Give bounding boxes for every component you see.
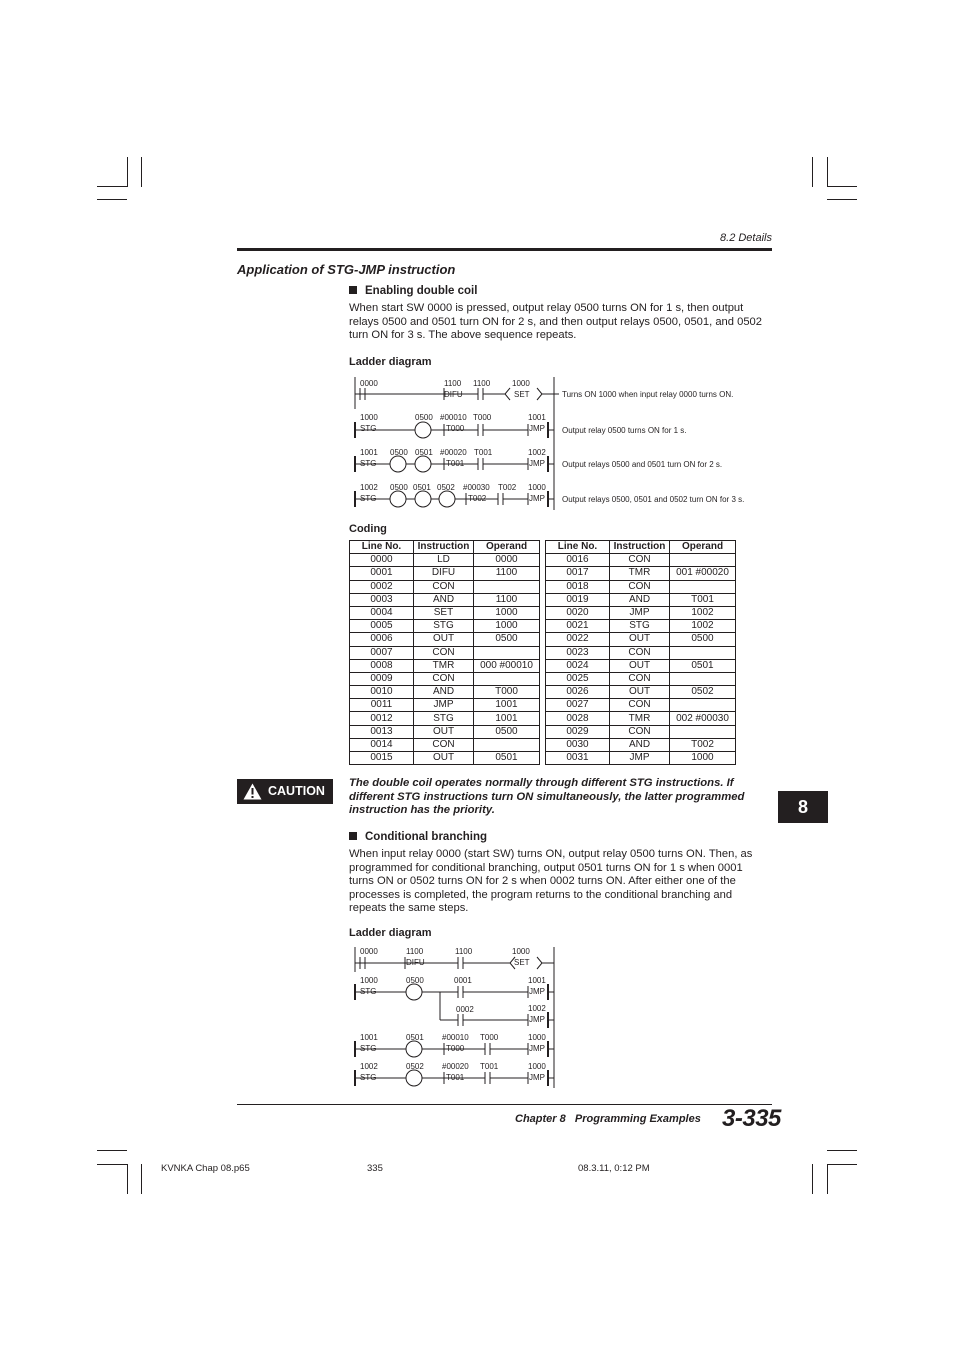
ladder-diagram-2 bbox=[340, 942, 570, 1092]
table-row bbox=[350, 659, 736, 672]
col-operand: Operand bbox=[474, 541, 540, 554]
ld1-r1-c2b: DIFU bbox=[444, 390, 463, 399]
table-cell: TMR bbox=[610, 712, 670, 725]
table-cell: CON bbox=[610, 725, 670, 738]
ld2-r2-j2b: JMP bbox=[529, 1015, 545, 1024]
col-instruction-2: Instruction bbox=[610, 541, 670, 554]
ld2-r3-stgb: STG bbox=[360, 1044, 377, 1053]
table-cell: 1002 bbox=[670, 606, 736, 619]
ld1-r4-t: #00030 bbox=[463, 483, 490, 492]
ld1-r2-comment: Output relay 0500 turns ON for 1 s. bbox=[562, 426, 687, 435]
table-cell bbox=[474, 738, 540, 751]
table-cell: 1001 bbox=[474, 699, 540, 712]
table-cell: 0013 bbox=[350, 725, 414, 738]
ld1-r3-c: T001 bbox=[474, 448, 493, 457]
table-cell: 0031 bbox=[546, 752, 610, 765]
table-cell: 001 #00020 bbox=[670, 567, 736, 580]
table-cell: 0501 bbox=[670, 659, 736, 672]
table-row bbox=[350, 738, 736, 751]
heading-conditional-branching: Conditional branching bbox=[349, 831, 487, 843]
ld1-r1-c4b: SET bbox=[514, 390, 530, 399]
table-cell: CON bbox=[610, 699, 670, 712]
ld1-r3-stgb: STG bbox=[360, 459, 377, 468]
table-cell bbox=[670, 672, 736, 685]
ld2-r3-t: #00010 bbox=[442, 1033, 469, 1042]
table-cell: 0002 bbox=[350, 580, 414, 593]
table-cell: 0011 bbox=[350, 699, 414, 712]
table-cell: 0023 bbox=[546, 646, 610, 659]
col-operand-2: Operand bbox=[670, 541, 736, 554]
ld1-r4-c: T002 bbox=[498, 483, 517, 492]
table-cell: AND bbox=[414, 686, 474, 699]
table-row bbox=[350, 554, 736, 567]
table-cell bbox=[670, 646, 736, 659]
table-cell: CON bbox=[414, 738, 474, 751]
table-cell: 0016 bbox=[546, 554, 610, 567]
ld2-r2-stgb: STG bbox=[360, 987, 377, 996]
table-cell: JMP bbox=[610, 606, 670, 619]
ld1-r2-tb: T000 bbox=[446, 424, 465, 433]
ld1-r4-stgb: STG bbox=[360, 494, 377, 503]
table-row bbox=[350, 620, 736, 633]
table-row bbox=[350, 712, 736, 725]
ld1-r2-stg: 1000 bbox=[360, 413, 378, 422]
ld1-r2-o1: 0500 bbox=[415, 413, 433, 422]
table-cell: 0012 bbox=[350, 712, 414, 725]
ld2-r4-stg: 1002 bbox=[360, 1062, 378, 1071]
table-row bbox=[350, 699, 736, 712]
table-cell: 0026 bbox=[546, 686, 610, 699]
table-cell: 002 #00030 bbox=[670, 712, 736, 725]
table-cell: CON bbox=[414, 646, 474, 659]
ld1-r1-c1: 0000 bbox=[360, 379, 378, 388]
table-cell: 0018 bbox=[546, 580, 610, 593]
table-cell: 0017 bbox=[546, 567, 610, 580]
table-cell: JMP bbox=[610, 752, 670, 765]
table-cell: 0022 bbox=[546, 633, 610, 646]
ld2-r1-c3: 1100 bbox=[455, 947, 473, 956]
table-cell: 0007 bbox=[350, 646, 414, 659]
file-name: KVNKA Chap 08.p65 bbox=[161, 1163, 250, 1174]
page-number: 3-335 bbox=[722, 1105, 781, 1132]
footer-rule bbox=[237, 1104, 772, 1105]
table-cell: OUT bbox=[610, 633, 670, 646]
header-rule bbox=[237, 248, 772, 251]
page-title: Application of STG-JMP instruction bbox=[237, 262, 456, 277]
ld1-r3-o1: 0500 bbox=[390, 448, 408, 457]
table-cell: 0501 bbox=[474, 752, 540, 765]
table-cell: AND bbox=[610, 738, 670, 751]
table-cell: LD bbox=[414, 554, 474, 567]
ld1-r4-o2: 0501 bbox=[413, 483, 431, 492]
ld2-r2-c2: 0002 bbox=[456, 1005, 474, 1014]
table-row bbox=[350, 725, 736, 738]
chapter-tab: 8 bbox=[778, 791, 828, 823]
ld1-r1-c3: 1100 bbox=[473, 379, 491, 388]
table-cell: OUT bbox=[414, 633, 474, 646]
table-cell: T001 bbox=[670, 593, 736, 606]
ld2-r4-t: #00020 bbox=[442, 1062, 469, 1071]
paragraph-conditional-branching: When input relay 0000 (start SW) turns ON, output relay 0500 turns ON. Then, as programmed for conditional branching, output 0501 turns ON for 1 s when 0001 turns ON or 0502 turns ON for 2 s when 0002 turns ON. After either one of the processes is completed, the program returns to the conditional branching and repeats the same steps. bbox=[349, 848, 753, 914]
table-cell: 0024 bbox=[546, 659, 610, 672]
ld2-r4-o1: 0502 bbox=[406, 1062, 424, 1071]
ld1-r3-t: #00020 bbox=[440, 448, 467, 457]
ld1-r2-c: T000 bbox=[473, 413, 492, 422]
table-cell: CON bbox=[414, 672, 474, 685]
footer-chapter: Chapter 8 Programming Examples bbox=[515, 1113, 701, 1125]
ld2-r3-j: 1000 bbox=[528, 1033, 546, 1042]
table-cell: 1000 bbox=[474, 606, 540, 619]
ld2-r3-c: T000 bbox=[480, 1033, 499, 1042]
table-row bbox=[350, 580, 736, 593]
ld1-r1-comment: Turns ON 1000 when input relay 0000 turns ON. bbox=[562, 390, 734, 399]
table-row bbox=[350, 672, 736, 685]
table-row bbox=[350, 686, 736, 699]
table-cell: CON bbox=[610, 672, 670, 685]
ld1-r1-c2: 1100 bbox=[444, 379, 462, 388]
table-cell: CON bbox=[610, 554, 670, 567]
ld2-r2-o1: 0500 bbox=[406, 976, 424, 985]
table-cell: JMP bbox=[414, 699, 474, 712]
table-cell: OUT bbox=[414, 752, 474, 765]
table-row bbox=[350, 567, 736, 580]
ld2-r3-jb: JMP bbox=[529, 1044, 545, 1053]
table-cell: TMR bbox=[414, 659, 474, 672]
table-cell: 1100 bbox=[474, 593, 540, 606]
ladder-diagram-label-2: Ladder diagram bbox=[349, 927, 432, 939]
table-cell: 0015 bbox=[350, 752, 414, 765]
ld1-r3-jb: JMP bbox=[529, 459, 545, 468]
ld1-r2-stgb: STG bbox=[360, 424, 377, 433]
ld2-r4-jb: JMP bbox=[529, 1073, 545, 1082]
ld1-r4-j: 1000 bbox=[528, 483, 546, 492]
ld1-r1-c4: 1000 bbox=[512, 379, 530, 388]
table-cell: AND bbox=[610, 593, 670, 606]
ld1-r4-stg: 1002 bbox=[360, 483, 378, 492]
timestamp: 08.3.11, 0:12 PM bbox=[578, 1163, 650, 1174]
table-cell bbox=[670, 725, 736, 738]
table-cell bbox=[670, 554, 736, 567]
ld1-r3-j: 1002 bbox=[528, 448, 546, 457]
ld1-r4-comment: Output relays 0500, 0501 and 0502 turn ON for 3 s. bbox=[562, 495, 745, 504]
ld2-r3-o1: 0501 bbox=[406, 1033, 424, 1042]
warning-triangle-icon bbox=[243, 783, 262, 800]
table-cell: 0000 bbox=[350, 554, 414, 567]
table-cell: 0006 bbox=[350, 633, 414, 646]
table-cell bbox=[474, 672, 540, 685]
table-cell: 0500 bbox=[474, 633, 540, 646]
table-cell: 1000 bbox=[670, 752, 736, 765]
table-cell: 0029 bbox=[546, 725, 610, 738]
table-cell: 0003 bbox=[350, 593, 414, 606]
table-cell: 0025 bbox=[546, 672, 610, 685]
table-cell: STG bbox=[414, 712, 474, 725]
coding-body bbox=[350, 554, 736, 765]
table-cell: CON bbox=[610, 646, 670, 659]
ld2-r2-j1b: JMP bbox=[529, 987, 545, 996]
col-instruction: Instruction bbox=[414, 541, 474, 554]
ld2-r1-c4: 1000 bbox=[512, 947, 530, 956]
table-cell: 000 #00010 bbox=[474, 659, 540, 672]
ld2-r4-stgb: STG bbox=[360, 1073, 377, 1082]
ld1-r2-j: 1001 bbox=[528, 413, 546, 422]
table-cell: CON bbox=[610, 580, 670, 593]
ld1-r4-jb: JMP bbox=[529, 494, 545, 503]
table-row bbox=[350, 593, 736, 606]
table-cell bbox=[670, 699, 736, 712]
ld2-r4-j: 1000 bbox=[528, 1062, 546, 1071]
table-cell: 1000 bbox=[474, 620, 540, 633]
table-cell: 1100 bbox=[474, 567, 540, 580]
table-cell: 0030 bbox=[546, 738, 610, 751]
table-cell: OUT bbox=[414, 725, 474, 738]
coding-header-row bbox=[350, 541, 736, 554]
ld2-r2-c1: 0001 bbox=[454, 976, 472, 985]
table-row bbox=[350, 752, 736, 765]
running-header: 8.2 Details bbox=[720, 232, 772, 244]
table-cell: T000 bbox=[474, 686, 540, 699]
table-cell: 0020 bbox=[546, 606, 610, 619]
table-cell: SET bbox=[414, 606, 474, 619]
table-row bbox=[350, 606, 736, 619]
ld1-r4-tb: T002 bbox=[468, 494, 487, 503]
ld1-r3-o2: 0501 bbox=[415, 448, 433, 457]
ld2-r4-tb: T001 bbox=[446, 1073, 465, 1082]
table-cell: AND bbox=[414, 593, 474, 606]
table-cell: DIFU bbox=[414, 567, 474, 580]
ld2-r4-c: T001 bbox=[480, 1062, 499, 1071]
ld1-r3-tb: T001 bbox=[446, 459, 465, 468]
ladder-diagram-label-1: Ladder diagram bbox=[349, 356, 432, 368]
ld1-r4-o3: 0502 bbox=[437, 483, 455, 492]
table-cell: 0019 bbox=[546, 593, 610, 606]
table-cell: 0028 bbox=[546, 712, 610, 725]
table-cell: STG bbox=[414, 620, 474, 633]
table-cell: TMR bbox=[610, 567, 670, 580]
table-cell: 0014 bbox=[350, 738, 414, 751]
ld2-r2-j2: 1002 bbox=[528, 1004, 546, 1013]
table-cell: 0500 bbox=[670, 633, 736, 646]
ld1-r3-stg: 1001 bbox=[360, 448, 378, 457]
table-cell: 0010 bbox=[350, 686, 414, 699]
heading-enabling-double-coil: Enabling double coil bbox=[349, 285, 477, 297]
ld1-r2-t: #00010 bbox=[440, 413, 467, 422]
coding-table bbox=[349, 540, 736, 765]
table-cell: 0021 bbox=[546, 620, 610, 633]
bullet-square-icon bbox=[349, 832, 357, 840]
table-cell: 0008 bbox=[350, 659, 414, 672]
caution-text: The double coil operates normally through different STG instructions. If different STG instructions turn ON simultaneously, the latter programmed instruction has the priority. bbox=[349, 777, 745, 816]
table-cell: OUT bbox=[610, 686, 670, 699]
ld2-r2-stg: 1000 bbox=[360, 976, 378, 985]
col-line-no-2: Line No. bbox=[546, 541, 610, 554]
ld2-r3-stg: 1001 bbox=[360, 1033, 378, 1042]
table-row bbox=[350, 633, 736, 646]
caution-label: CAUTION bbox=[268, 784, 325, 798]
table-cell: 0001 bbox=[350, 567, 414, 580]
table-cell: 0005 bbox=[350, 620, 414, 633]
table-cell: CON bbox=[414, 580, 474, 593]
ld2-r1-c2b: DIFU bbox=[406, 958, 425, 967]
ld2-r1-c2: 1100 bbox=[406, 947, 424, 956]
ld2-r1-c1: 0000 bbox=[360, 947, 378, 956]
bullet-square-icon bbox=[349, 286, 357, 294]
table-cell: 1001 bbox=[474, 712, 540, 725]
table-cell: 0500 bbox=[474, 725, 540, 738]
table-cell: STG bbox=[610, 620, 670, 633]
ladder-diagram-1 bbox=[340, 372, 780, 514]
paragraph-double-coil: When start SW 0000 is pressed, output relay 0500 turns ON for 1 s, then output relays 0500 and 0501 turn ON for 2 s, and then output relays 0500, 0501, and 0502 turn ON for 3 s. The above sequence repeats. bbox=[349, 302, 762, 341]
table-cell bbox=[474, 646, 540, 659]
col-line-no: Line No. bbox=[350, 541, 414, 554]
ld2-r2-j1: 1001 bbox=[528, 976, 546, 985]
table-cell: T002 bbox=[670, 738, 736, 751]
ld1-r4-o1: 0500 bbox=[390, 483, 408, 492]
caution-badge bbox=[237, 779, 333, 804]
ld1-r3-comment: Output relays 0500 and 0501 turn ON for 2 s. bbox=[562, 460, 723, 469]
coding-label: Coding bbox=[349, 523, 387, 535]
ld2-r1-c4b: SET bbox=[514, 958, 530, 967]
table-cell: OUT bbox=[610, 659, 670, 672]
table-cell: 0000 bbox=[474, 554, 540, 567]
table-row bbox=[350, 646, 736, 659]
sheet-number: 335 bbox=[367, 1163, 383, 1174]
table-cell: 0004 bbox=[350, 606, 414, 619]
table-cell bbox=[474, 580, 540, 593]
table-cell: 0502 bbox=[670, 686, 736, 699]
ld1-r2-jb: JMP bbox=[529, 424, 545, 433]
ld2-r3-tb: T000 bbox=[446, 1044, 465, 1053]
table-cell: 1002 bbox=[670, 620, 736, 633]
table-cell bbox=[670, 580, 736, 593]
table-cell: 0027 bbox=[546, 699, 610, 712]
table-cell: 0009 bbox=[350, 672, 414, 685]
